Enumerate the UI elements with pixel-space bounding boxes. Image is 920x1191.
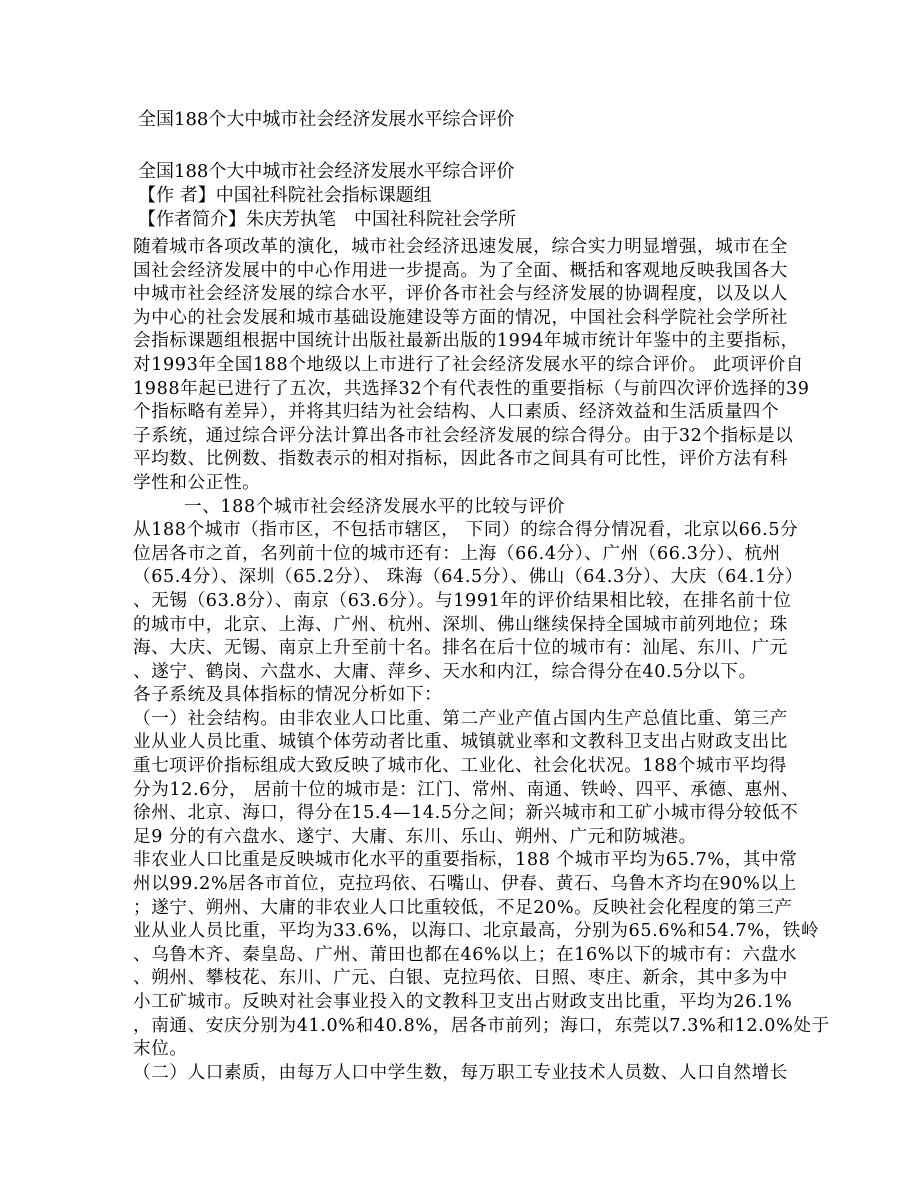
body-line: 、遂宁、鹤岗、六盘水、大庸、萍乡、天水和内江，综合得分在40.5分以下。 [133, 661, 757, 682]
body-line: （65.4分）、深圳（65.2分）、 珠海（64.5分）、佛山（64.3分）、大庆（64.1分） [133, 567, 804, 588]
body-line: ；遂宁、朔州、大庸的非农业人口比重较低，不足20%。反映社会化程度的第三产 [133, 897, 793, 918]
body-line: 小工矿城市。反映对社会事业投入的文教科卫支出占财政支出比重，平均为26.1% [133, 992, 793, 1012]
body-line: 州以99.2%居各市首位，克拉玛依、石嘴山、伊春、黄石、乌鲁木齐均在90%以上 [133, 874, 797, 895]
body-line: 徐州、北京、海口，得分在15.4—14.5分之间；新兴城市和工矿小城市得分较低不 [133, 803, 799, 824]
article-body [133, 236, 830, 1085]
body-line: 对1993年全国188个地级以上市进行了社会经济发展水平的综合评价。 此项评价自 [133, 354, 804, 375]
body-line: 国社会经济发展中的中心作用进一步提高。为了全面、概括和客观地反映我国各大 [133, 260, 788, 281]
author-intro-line: 【作者简介】朱庆芳执笔 中国社科院社会学所 [138, 209, 516, 230]
body-line: 末位。 [133, 1039, 188, 1060]
body-line: ，南通、安庆分别为41.0%和40.8%，居各市前列；海口，东莞以7.3%和12.0%处于 [133, 1015, 830, 1036]
body-line: 学性和公正性。 [133, 472, 261, 493]
body-line: 分为12.6分， 居前十位的城市是：江门、常州、南通、铁岭、四平、承德、惠州、 [133, 779, 800, 800]
body-line: 中城市社会经济发展的综合水平，评价各市社会与经济发展的协调程度，以及以人 [133, 284, 788, 305]
body-line: 的城市中，北京、上海、广州、杭州、深圳、佛山继续保持全国城市前列地位；珠 [133, 614, 788, 635]
body-line: 业从业人员比重，平均为33.6%，以海口、北京最高，分别为65.6%和54.7%，铁岭 [133, 921, 820, 942]
document-title: 全国188个大中城市社会经济发展水平综合评价 [138, 109, 515, 130]
body-line: 重七项评价指标组成大致反映了城市化、工业化、社会化状况。188个城市平均得 [133, 756, 787, 777]
body-line: 、朔州、攀枝花、东川、广元、白银、克拉玛依、日照、枣庄、新余，其中多为中 [133, 968, 788, 989]
body-line: （一）社会结构。由非农业人口比重、第二产业产值占国内生产总值比重、第三产 [133, 708, 788, 729]
article-subtitle: 全国188个大中城市社会经济发展水平综合评价 [138, 161, 515, 182]
body-line: 足9 分的有六盘水、遂宁、大庸、东川、乐山、朔州、广元和防城港。 [133, 826, 697, 847]
body-line: 子系统，通过综合评分法计算出各市社会经济发展的综合得分。由于32个指标是以 [133, 425, 794, 446]
body-line: 、无锡（63.8分）、南京（63.6分）。与1991年的评价结果相比较，在排名前十位 [133, 590, 792, 611]
author-line: 【作 者】中国社科院社会指标课题组 [138, 185, 432, 206]
body-line: 为中心的社会发展和城市基础设施建设等方面的情况，中国社会科学院社会学所社 [133, 307, 788, 328]
body-line: 各子系统及具体指标的情况分析如下： [133, 685, 443, 706]
body-line: 业从业人员比重、城镇个体劳动者比重、城镇就业率和文教科卫支出占财政支出比 [133, 732, 788, 753]
body-line: 位居各市之首，名列前十位的城市还有：上海（66.4分）、广州（66.3分）、杭州 [133, 543, 781, 564]
body-line: 随着城市各项改革的演化，城市社会经济迅速发展，综合实力明显增强，城市在全 [133, 237, 788, 257]
body-line: 会指标课题组根据中国统计出版社最新出版的1994年城市统计年鉴中的主要指标， [133, 331, 799, 352]
body-line: 、乌鲁木齐、秦皇岛、广州、莆田也都在46%以上；在16%以下的城市有：六盘水 [133, 944, 798, 965]
body-line: 1988年起已进行了五次，共选择32个有代表性的重要指标（与前四次评价选择的39 [133, 378, 810, 399]
body-line: 非农业人口比重是反映城市化水平的重要指标，188 个城市平均为65.7%，其中常 [133, 850, 798, 871]
body-line: （二）人口素质，由每万人口中学生数，每万职工专业技术人员数、人口自然增长 [133, 1062, 788, 1083]
body-line: 海、大庆、无锡、南京上升至前十名。排名在后十位的城市有：汕尾、东川、广元 [133, 638, 788, 659]
section-heading: 一、188个城市社会经济发展水平的比较与评价 [184, 496, 566, 517]
body-line: 从188个城市（指市区，不包括市辖区， 下同）的综合得分情况看，北京以66.5分 [133, 520, 799, 541]
body-line: 个指标略有差异），并将其归结为社会结构、人口素质、经济效益和生活质量四个 [133, 402, 780, 423]
body-line: 平均数、比例数、指数表示的相对指标，因此各市之间具有可比性，评价方法有科 [133, 449, 788, 470]
